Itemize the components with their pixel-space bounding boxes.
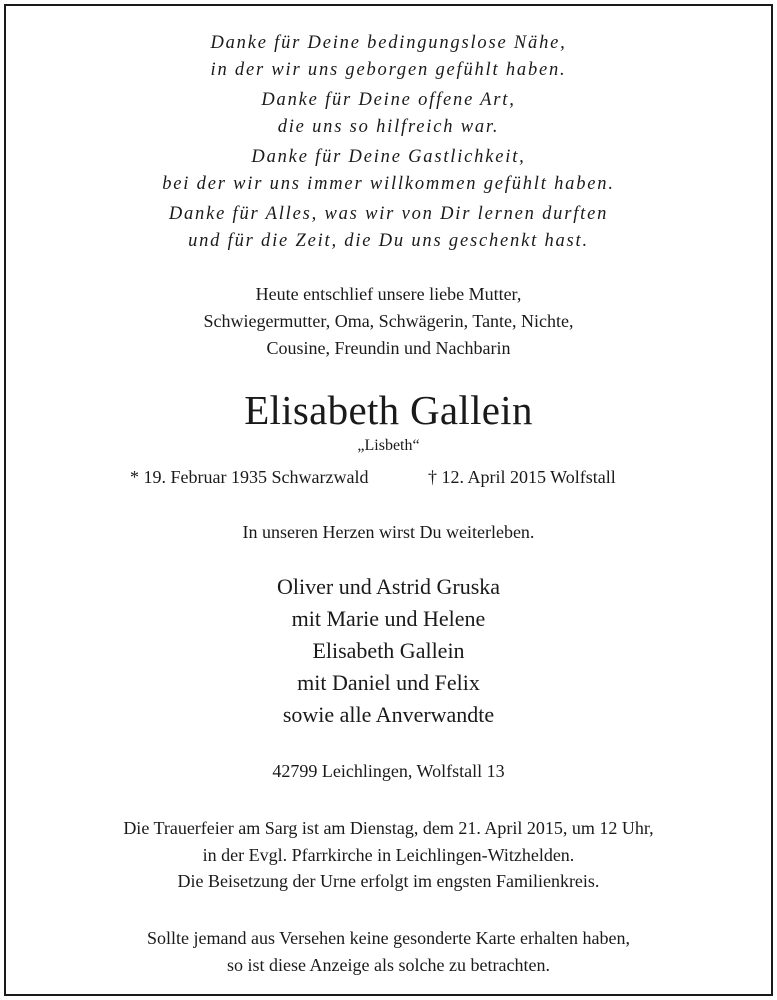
- address: 42799 Leichlingen, Wolfstall 13: [272, 761, 505, 781]
- note-line: so ist diese Anzeige als solche zu betrachten.: [227, 955, 550, 975]
- mourner-line: sowie alle Anverwandte: [282, 702, 495, 727]
- death-date: † 12. April 2015 Wolfstall: [428, 467, 616, 487]
- poem-line: Danke für Deine Gastlichkeit,: [251, 147, 526, 167]
- mourner-line: mit Marie und Helene: [291, 606, 486, 631]
- mourner-line: mit Daniel und Felix: [297, 670, 480, 695]
- intro-line: Cousine, Freundin und Nachbarin: [266, 338, 511, 358]
- intro-line: Schwiegermutter, Oma, Schwägerin, Tante, Nichte,: [203, 311, 574, 331]
- poem-line: die uns so hilfreich war.: [277, 117, 500, 137]
- service-line: in der Evgl. Pfarrkirche in Leichlingen-Witzhelden.: [202, 845, 575, 865]
- tribute-text: In unseren Herzen wirst Du weiterleben.: [242, 522, 535, 542]
- poem-line: in der wir uns geborgen gefühlt haben.: [210, 60, 567, 80]
- birth-date: * 19. Februar 1935 Schwarzwald: [130, 467, 369, 487]
- poem-line: Danke für Deine bedingungslose Nähe,: [210, 33, 567, 53]
- mourner-line: Elisabeth Gallein: [312, 638, 465, 663]
- poem-line: Danke für Alles, was wir von Dir lernen durften: [168, 204, 609, 224]
- deceased-name: Elisabeth Gallein: [244, 387, 533, 433]
- poem-line: und für die Zeit, die Du uns geschenkt hast.: [188, 231, 589, 251]
- service-line: Die Beisetzung der Urne erfolgt im engsten Familienkreis.: [177, 871, 600, 891]
- poem-line: bei der wir uns immer willkommen gefühlt haben.: [162, 174, 615, 194]
- deceased-nickname: „Lisbeth“: [357, 437, 420, 454]
- intro-line: Heute entschlief unsere liebe Mutter,: [255, 284, 522, 304]
- mourner-line: Oliver und Astrid Gruska: [276, 574, 501, 599]
- service-line: Die Trauerfeier am Sarg ist am Dienstag, dem 21. April 2015, um 12 Uhr,: [123, 818, 654, 838]
- poem-line: Danke für Deine offene Art,: [261, 90, 516, 110]
- note-line: Sollte jemand aus Versehen keine gesonderte Karte erhalten haben,: [147, 928, 630, 948]
